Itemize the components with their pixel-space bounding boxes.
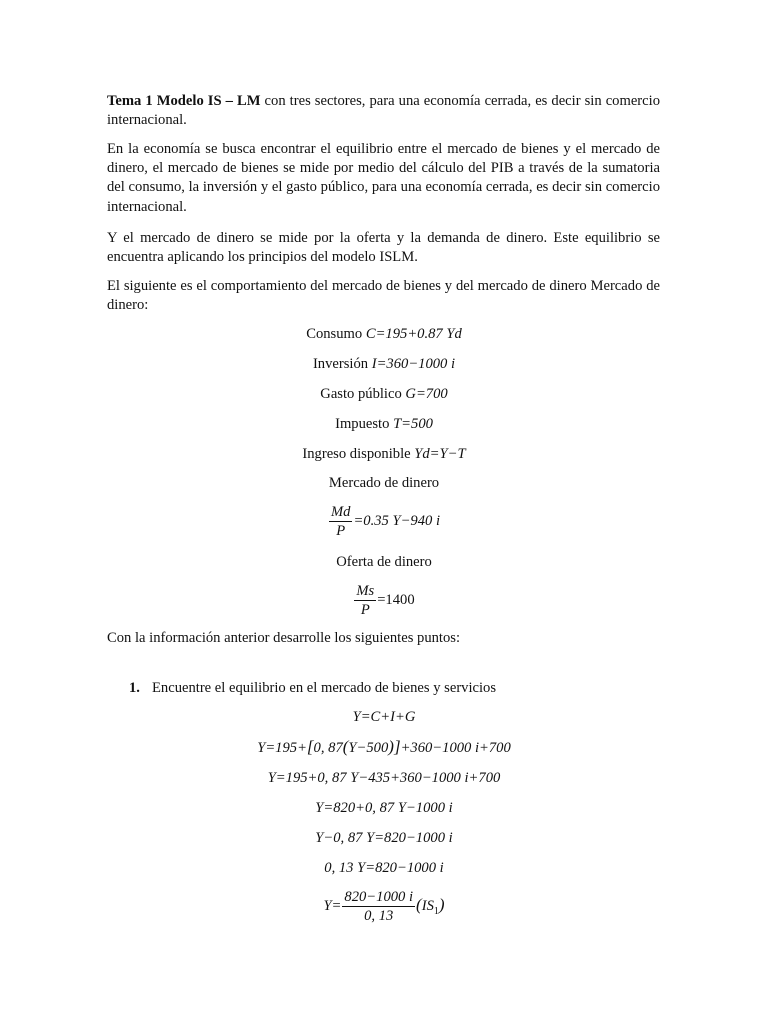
fraction-ms-p <box>354 582 376 619</box>
step2-inner: Y−500 <box>348 740 389 756</box>
right-bracket: ] <box>393 737 401 756</box>
label-mercado-dinero: Mercado de dinero <box>328 475 440 491</box>
topic-title: Tema 1 Modelo IS – LM <box>107 93 261 109</box>
formula-consumo: C=195+0.87 Yd <box>365 326 462 342</box>
solution-step-4: Y=820+0, 87 Y−1000 i <box>315 800 453 816</box>
step7-lhs: Y= <box>323 897 342 914</box>
step2-prefix: Y=195+ <box>257 740 307 756</box>
point-text: Encuentre el equilibrio en el mercado de bienes y servicios <box>152 680 497 696</box>
eq-consumo <box>0 324 768 344</box>
left-bracket: [ <box>306 737 314 756</box>
label-gasto: Gasto público <box>320 386 402 402</box>
paragraph-behavior: El siguiente es el comportamiento del mercado de bienes y del mercado de dinero Mercado de dinero: <box>107 278 660 314</box>
label-oferta-dinero: Oferta de dinero <box>336 554 432 570</box>
fraction-denominator: 0, 13 <box>364 908 394 924</box>
step2-coef: 0, 87 <box>313 740 343 756</box>
solution-step-1: Y=C+I+G <box>352 709 416 725</box>
right-paren: ) <box>438 894 445 914</box>
fraction-numerator: 820−1000 i <box>344 889 414 905</box>
eq-gasto <box>0 384 768 404</box>
label-consumo: Consumo <box>306 326 363 342</box>
fraction-numerator: Ms <box>356 583 375 599</box>
fraction-denominator: P <box>336 523 346 539</box>
solution-step-6: 0, 13 Y=820−1000 i <box>324 860 444 876</box>
is-label: IS <box>421 897 434 914</box>
formula-inversion: I=360−1000 i <box>371 356 456 372</box>
fraction-numerator: Md <box>330 504 351 520</box>
eq-money-demand <box>0 503 768 540</box>
left-paren: ( <box>342 737 349 756</box>
formula-ingreso: Yd=Y−T <box>414 446 466 462</box>
point-number: 1. <box>129 680 140 696</box>
label-inversion: Inversión <box>312 356 369 372</box>
formula-impuesto: T=500 <box>393 416 433 432</box>
formula-money-supply: =1400 <box>377 591 415 608</box>
intro-paragraph <box>107 92 660 130</box>
left-paren: ( <box>416 894 422 914</box>
eq-inversion <box>0 354 768 374</box>
solution-step-5: Y−0, 87 Y=820−1000 i <box>315 830 453 846</box>
right-paren: ) <box>388 737 394 756</box>
step2-suffix: +360−1000 i+700 <box>400 740 511 756</box>
paragraph-money-market: Y el mercado de dinero se mide por la oferta y la demanda de dinero. Este equilibrio se encuentra aplicando los principios del modelo ISLM. <box>107 230 660 266</box>
paragraph-goods-market: En la economía se busca encontrar el equilibrio entre el mercado de bienes y el mercado de dinero, el mercado de bienes se mide por medio del cálculo del PIB a través de la sumatoria del consumo, la inversión y el gasto público, para una economía cerrada, es decir sin comercio internacional. <box>107 141 660 215</box>
eq-ingreso <box>0 444 768 464</box>
formula-money-demand: =0.35 Y−940 i <box>353 512 441 529</box>
label-impuesto: Impuesto <box>335 416 390 432</box>
fraction-denominator: P <box>360 602 370 618</box>
topic-description: con tres sectores, para una economía cerrada, es decir sin comercio internacional. <box>107 93 660 129</box>
formula-gasto: G=700 <box>405 386 448 402</box>
point-1 <box>129 678 496 698</box>
fraction-is-curve <box>342 888 415 925</box>
solution-step-3: Y=195+0, 87 Y−435+360−1000 i+700 <box>267 770 501 786</box>
label-ingreso: Ingreso disponible <box>302 446 411 462</box>
solution-step-7 <box>0 888 768 925</box>
solution-step-2 <box>0 737 768 758</box>
eq-money-supply <box>0 582 768 619</box>
is-subscript: 1 <box>433 905 439 917</box>
fraction-md-p <box>329 503 352 540</box>
eq-impuesto <box>0 414 768 434</box>
instruction-text: Con la información anterior desarrolle los siguientes puntos: <box>107 630 461 646</box>
